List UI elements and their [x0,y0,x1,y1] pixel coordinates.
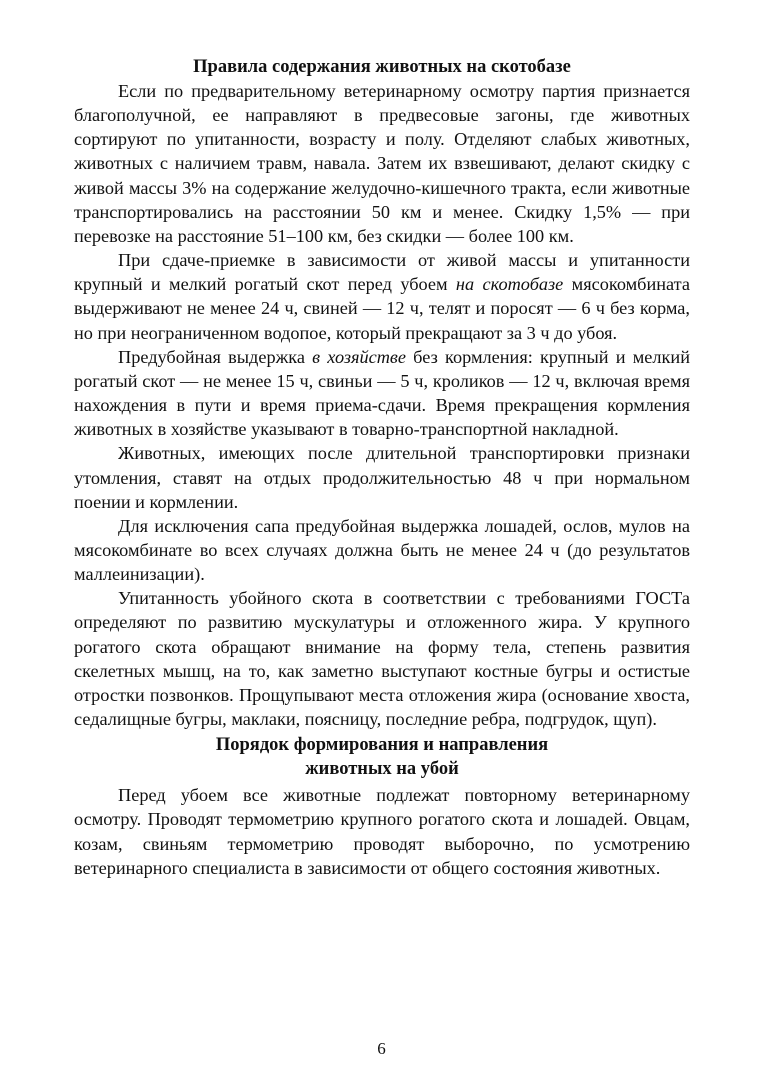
emphasis-text: на скотобазе [455,274,564,295]
paragraph: Животных, имеющих после длительной транспортировки признаки утомления, ставят на отдых продолжительностью 48 ч при нормальном поении и кормлении. [74,443,690,512]
emphasis-text: в хозяйстве [312,346,406,367]
paragraph [74,345,690,442]
paragraph: Перед убоем все животные подлежат повторному ветеринарному осмотру. Проводят термометрию крупного рогатого скота и лошадей. Овцам, козам, свиньям термометрию проводят выборочно, по усмотрению ветеринарного специалиста в зависимости от общего состояния животных. [74,785,690,878]
paragraph [74,248,690,345]
paragraph-text: При сдаче-приемке в зависимости от живой массы и упитанности крупный и мелкий рогатый скот перед убоем [74,250,690,295]
paragraph: Для исключения сапа предубойная выдержка лошадей, ослов, мулов на мясокомбинате во всех случаях должна быть не менее 24 ч (до результатов маллеинизации). [74,515,690,585]
section-title-line: Порядок формирования и направления [215,735,549,756]
page-content [74,55,690,880]
paragraph: Если по предварительному ветеринарному осмотру партия признается благополучной, ее направляют в предвесовые загоны, где животных сортируют по упитанности, возрасту и полу. Отделяют слабых животных, животных с наличием травм, навала. Затем их взвешивают, делают скидку с живой массы 3% на содержание желудочно-кишечного тракта, если животные транспортировались на расстоянии 50 км и менее. Скидку 1,5% — при перевозке на расстояние 51–100 км, без скидки — более 100 км. [74,81,690,246]
section-title [74,733,690,781]
page-number: 6 [377,1039,386,1058]
paragraph-text: мясокомбината выдерживают не менее 24 ч, свиней — 12 ч, телят и поросят — 6 ч без корма, но при неограниченном водопое, который прекращают за 3 ч до убоя. [74,274,691,343]
paragraph: Упитанность убойного скота в соответствии с требованиями ГОСТа определяют по развитию мускулатуры и отложенного жира. У крупного рогатого скота обращают внимание на форму тела, степень развития скелетных мышц, на то, как заметно выступают костные бугры и остистые отростки позвонков. Прощупывают места отложения жира (основание хвоста, седалищные бугры, маклаки, поясницу, последние ребра, подгрудок, щуп). [74,588,690,730]
paragraph-text: без кормления: крупный и мелкий рогатый скот — не менее 15 ч, свиньи — 5 ч, кроликов — 12 ч, включая время нахождения в пути и время приема-сдачи. Время прекращения кормления животных в хозяйстве указывают в товарно-транспортной накладной. [74,346,690,440]
section-title-line: животных на убой [305,759,459,780]
section-title: Правила содержания животных на скотобазе [193,57,571,77]
paragraph-text: Предубойная выдержка [118,346,313,367]
